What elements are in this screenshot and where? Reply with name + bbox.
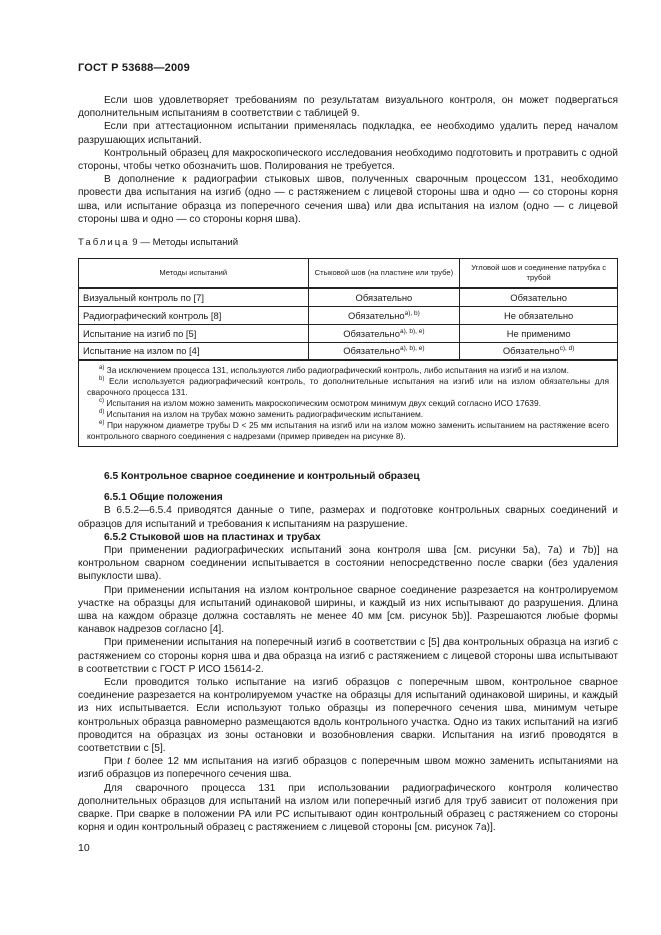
row-fillet-value: Обязательно: [460, 288, 618, 306]
intro-paragraph-2: Если при аттестационном испытании применялась подкладка, ее необходимо удалить перед началом разрушающих испытаний.: [78, 121, 618, 146]
header-fillet-weld: Угловой шов и соединение патрубка с трубой: [460, 259, 618, 289]
section-6-5-1-text: В 6.5.2—6.5.4 приводятся данные о типе, размерах и подготовке контрольных сварных соединений и образцов для испытаний и требования к испытаниям на разрушение.: [78, 505, 618, 530]
row-fillet-value: Не обязательно: [460, 306, 618, 324]
table-note: $^{b)}$ Если используется радиографический контроль, то дополнительные испытания на изгиб или на излом обязательны для сварочного процесса 131.: [87, 376, 609, 397]
table-row: [79, 342, 618, 360]
table-row: [79, 288, 618, 306]
table-note: $^{a)}$ За исключением процесса 131, используются либо радиографический контроль, либо испытания на изгиб и на излом.: [99, 365, 569, 375]
row-butt-value: Обязательно$^{a), b)}$: [308, 306, 460, 324]
section-6-5-1-title: 6.5.1 Общие положения: [104, 492, 223, 504]
intro-block: [78, 94, 618, 226]
row-method: Испытание на изгиб по [5]: [79, 324, 309, 342]
table-note: $^{c)}$ Испытания на излом можно заменить макроскопическим осмотром минимум двух секций согласно ИСО 17639.: [99, 398, 541, 408]
section-6-5: [78, 470, 618, 834]
section-6-5-title: 6.5 Контрольное сварное соединение и контрольный образец: [104, 471, 420, 482]
section-6-5-2-paragraph-6: Для сварочного процесса 131 при использовании радиографического контроля количество дополнительных образцов для испытаний на излом или поперечный изгиб для труб зависит от положения при сварке. При сварке в положении РА или PC испытывают один контрольный образец с растяжением со стороны корня и один контрольный образец с растяжением с лицевой стороны [см. рисунок 7а)].: [78, 782, 618, 834]
test-methods-table: [78, 258, 618, 447]
section-6-5-2-paragraph-2: При применении испытания на излом контрольное сварное соединение разрезается на контролируемом участке на образцы для испытаний одинаковой ширины, и каждый из них испытывают до разрушения. Длина шва на каждом образце должна составлять не менее 40 мм [см. рисунок 5b)]. Разрешаются любые формы канавок надрезов согласно [4].: [78, 584, 618, 636]
row-method: Визуальный контроль по [7]: [79, 288, 309, 306]
row-butt-value: Обязательно$^{a), b), e)}$: [308, 342, 460, 360]
table-caption: [78, 237, 238, 248]
header-butt-weld: Стыковой шов (на пластине или трубе): [308, 259, 460, 289]
document-header: ГОСТ Р 53688—2009: [78, 62, 190, 74]
section-6-5-2-paragraph-4: Если проводится только испытание на изгиб образцов с поперечным швом, контрольное сварное соединение разрезается на контролируемом участке на образцы для испытаний одинаковой ширины, и каждый из них испытывается. Если используют только образцы из поперечного сечения шва, минимум четыре контрольных образца равномерно размещаются вдоль контрольного участка. Одно из таких испытаний на изгиб проводится на образцах из зоны остановки и возобновления сварки. Испытания на изгиб проводятся в соответствии с [5].: [78, 677, 618, 755]
row-fillet-value: Не применимо: [460, 324, 618, 342]
header-methods: Методы испытаний: [79, 259, 309, 289]
intro-paragraph-3: Контрольный образец для макроскопического исследования необходимо подготовить и протравить с одной стороны, чтобы четко обозначить шов. Полирования не требуется.: [78, 147, 618, 173]
table-notes: [79, 360, 618, 447]
table-caption-prefix: Таблица: [78, 237, 130, 248]
intro-paragraph-4: В дополнение к радиографии стыковых швов, полученных сварочным процессом 131, необходимо провести два испытания на изгиб (одно — с растяжением с лицевой стороны шва и одно — со стороны корня шва, или испытание образца из поперечного сечения шва) или два испытания на излом (одно — с лицевой стороны шва и одно — со стороны корня шва).: [78, 174, 618, 225]
footnote-ref: c), d): [559, 345, 575, 353]
table-caption-number: 9: [132, 237, 138, 248]
intro-paragraph-1: Если шов удовлетворяет требованиям по результатам визуального контроля, он может подвергаться дополнительным испытаниям в соответствии с таблицей 9.: [78, 95, 618, 120]
row-fillet-value: Обязательно$^{c), d)}$: [460, 342, 618, 360]
footnote-ref: a), b): [404, 309, 420, 317]
table-notes-row: [79, 360, 618, 447]
table-caption-title: — Методы испытаний: [140, 237, 239, 248]
row-method: Радиографический контроль [8]: [79, 306, 309, 324]
section-6-5-2-paragraph-3: При применении испытания на поперечный изгиб в соответствии с [5] два контрольных образца на изгиб с растяжением со стороны корня шва и два образца на изгиб с растяжением с лицевой стороны шва испытывают в соответствии с ГОСТ Р ИСО 15614-2.: [78, 637, 618, 675]
section-6-5-2-paragraph-5: При t более 12 мм испытания на изгиб образцов с поперечным швом можно заменить испытаниями на изгиб образцов из поперечного сечения шва.: [78, 756, 618, 781]
footnote-ref: a), b), e): [399, 327, 425, 335]
table-header-row: [79, 259, 618, 289]
section-6-5-2-title: 6.5.2 Стыковой шов на пластинах и трубах: [104, 531, 321, 543]
row-butt-value: Обязательно: [308, 288, 460, 306]
table-note: $^{d)}$ Испытания на излом на трубах можно заменить радиографическим испытанием.: [99, 409, 424, 419]
table-row: [79, 306, 618, 324]
page-number: 10: [78, 842, 90, 854]
row-method: Испытание на излом по [4]: [79, 342, 309, 360]
table-note: $^{e)}$ При наружном диаметре трубы D < 25 мм испытания на изгиб или на излом можно заменить испытанием на растяжение всего контрольного сварного соединения с надрезами (пример приведен на рисунке 8).: [87, 420, 609, 441]
row-butt-value: Обязательно$^{a), b), e)}$: [308, 324, 460, 342]
table-row: [79, 324, 618, 342]
section-6-5-2-paragraph-1: При применении радиографических испытаний зона контроля шва [см. рисунки 5а), 7а) и 7b)] на контрольном сварном соединении испытывается в состоянии непосредственно после сварки (без удаления выпуклости шва).: [78, 545, 618, 583]
footnote-ref: a), b), e): [399, 345, 425, 353]
